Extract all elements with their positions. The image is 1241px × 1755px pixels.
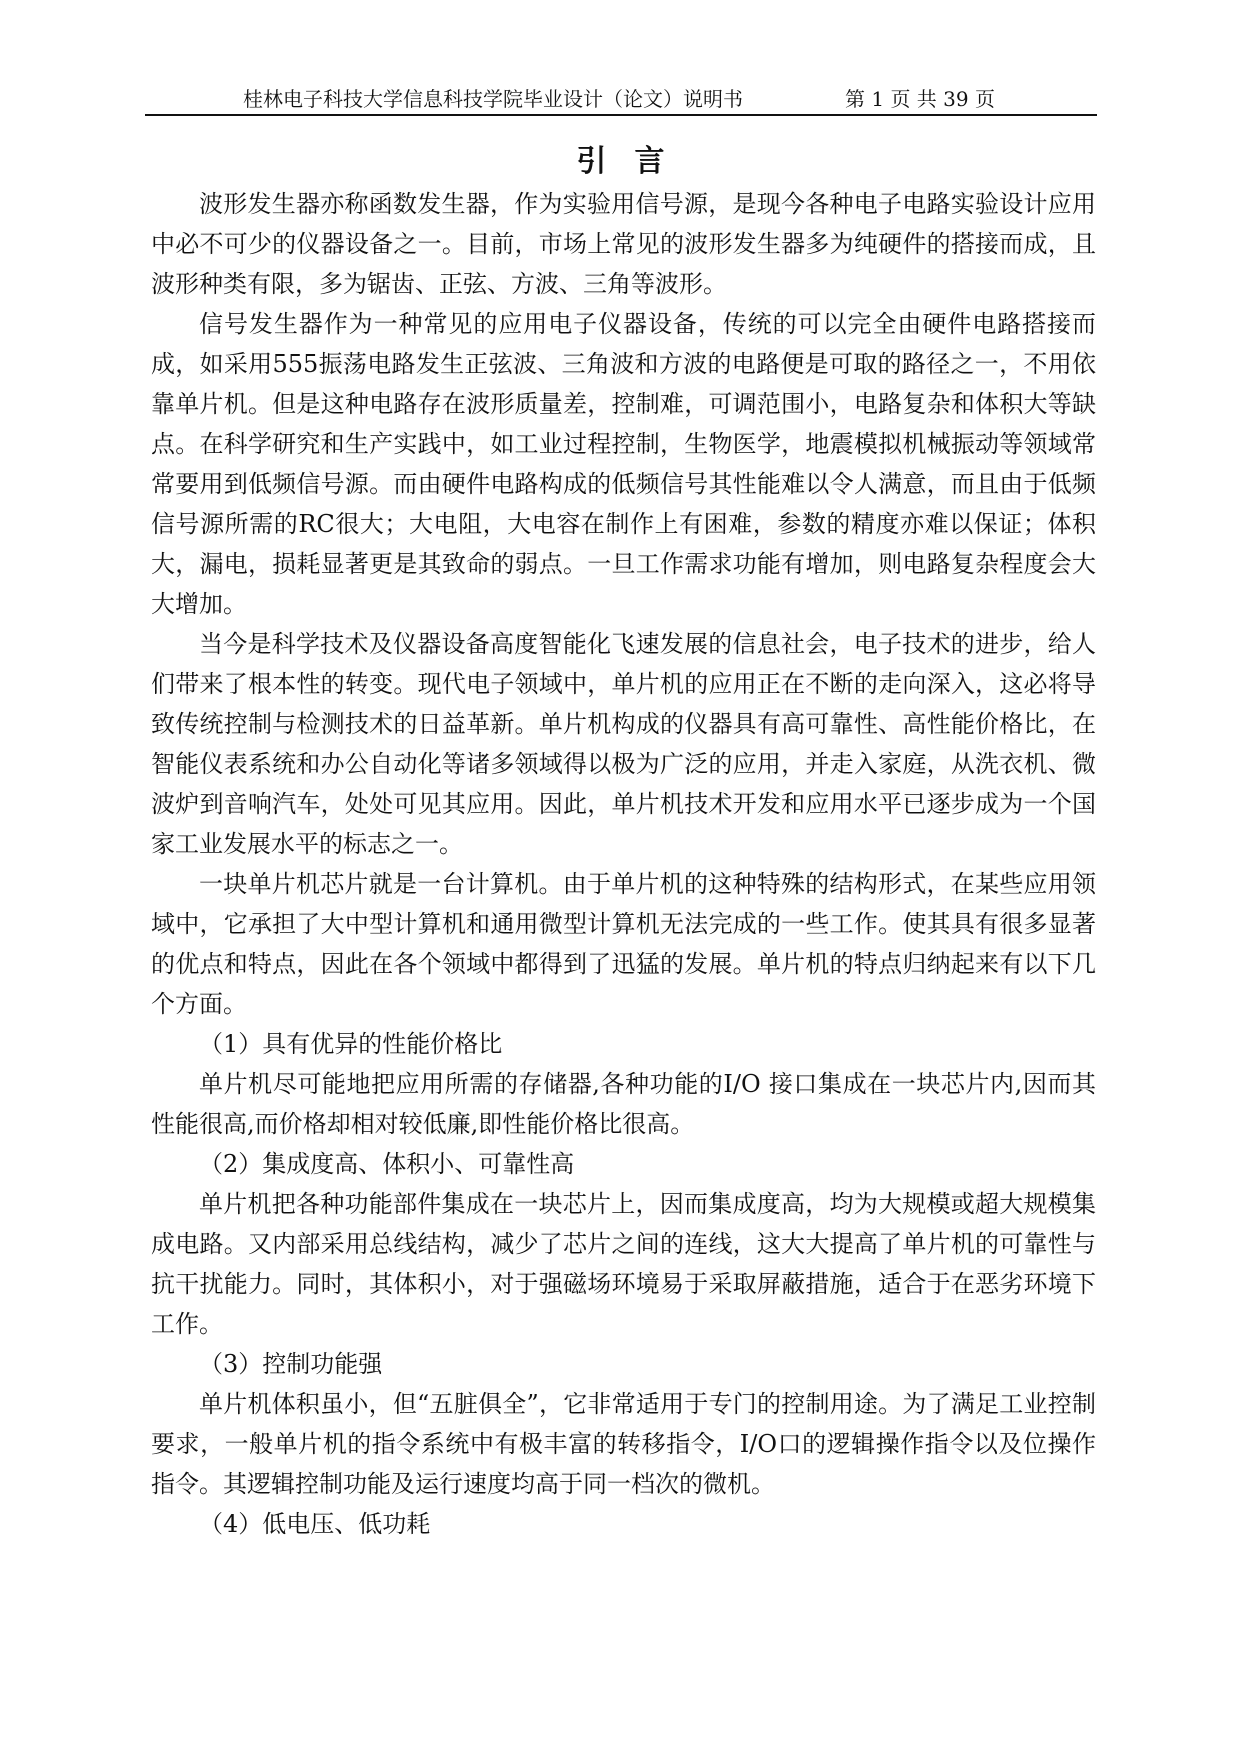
- document-body: [151, 184, 1096, 1544]
- feature-heading-3: （3）控制功能强: [199, 1350, 383, 1378]
- paragraph-1: 波形发生器亦称函数发生器，作为实验用信号源，是现今各种电子电路实验设计应用中必不可少的仪器设备之一。目前，市场上常见的波形发生器多为纯硬件的搭接而成，且波形种类有限，多为锯齿、正弦、方波、三角等波形。: [151, 190, 1096, 298]
- feature-heading-2: （2）集成度高、体积小、可靠性高: [199, 1150, 575, 1178]
- feature-heading-1: （1）具有优异的性能价格比: [199, 1030, 503, 1058]
- page-header: [145, 86, 1097, 116]
- header-title: 桂林电子科技大学信息科技学院毕业设计（论文）说明书: [243, 87, 743, 111]
- paragraph-5: 单片机尽可能地把应用所需的存储器,各种功能的I/O 接口集成在一块芯片内,因而其性能很高,而价格却相对较低廉,即性能价格比很高。: [151, 1070, 1096, 1138]
- paragraph-4: 一块单片机芯片就是一台计算机。由于单片机的这种特殊的结构形式，在某些应用领域中，它承担了大中型计算机和通用微型计算机无法完成的一些工作。使其具有很多显著的优点和特点，因此在各个领域中都得到了迅猛的发展。单片机的特点归纳起来有以下几个方面。: [151, 870, 1096, 1018]
- feature-heading-4: （4）低电压、低功耗: [199, 1510, 431, 1538]
- paragraph-3: 当今是科学技术及仪器设备高度智能化飞速发展的信息社会，电子技术的进步，给人们带来了根本性的转变。现代电子领域中，单片机的应用正在不断的走向深入，这必将导致传统控制与检测技术的日益革新。单片机构成的仪器具有高可靠性、高性能价格比，在智能仪表系统和办公自动化等诸多领域得以极为广泛的应用，并走入家庭，从洗衣机、微波炉到音响汽车，处处可见其应用。因此，单片机技术开发和应用水平已逐步成为一个国家工业发展水平的标志之一。: [151, 630, 1096, 858]
- page-number: 第 1 页 共 39 页: [845, 87, 995, 111]
- paragraph-6: 单片机把各种功能部件集成在一块芯片上，因而集成度高，均为大规模或超大规模集成电路。又内部采用总线结构，减少了芯片之间的连线，这大大提高了单片机的可靠性与抗干扰能力。同时，其体积小，对于强磁场环境易于采取屏蔽措施，适合于在恶劣环境下工作。: [151, 1190, 1096, 1338]
- section-title: 引言: [576, 144, 693, 179]
- paragraph-7: 单片机体积虽小，但“五脏俱全”，它非常适用于专门的控制用途。为了满足工业控制要求，一般单片机的指令系统中有极丰富的转移指令，I/O口的逻辑操作指令以及位操作指令。其逻辑控制功能及运行速度均高于同一档次的微机。: [151, 1390, 1096, 1498]
- paragraph-2: 信号发生器作为一种常见的应用电子仪器设备，传统的可以完全由硬件电路搭接而成，如采用555振荡电路发生正弦波、三角波和方波的电路便是可取的路径之一，不用依靠单片机。但是这种电路存在波形质量差，控制难，可调范围小，电路复杂和体积大等缺点。在科学研究和生产实践中，如工业过程控制，生物医学，地震模拟机械振动等领域常常要用到低频信号源。而由硬件电路构成的低频信号其性能难以令人满意，而且由于低频信号源所需的RC很大；大电阻，大电容在制作上有困难，参数的精度亦难以保证；体积大，漏电，损耗显著更是其致命的弱点。一旦工作需求功能有增加，则电路复杂程度会大大增加。: [151, 310, 1096, 618]
